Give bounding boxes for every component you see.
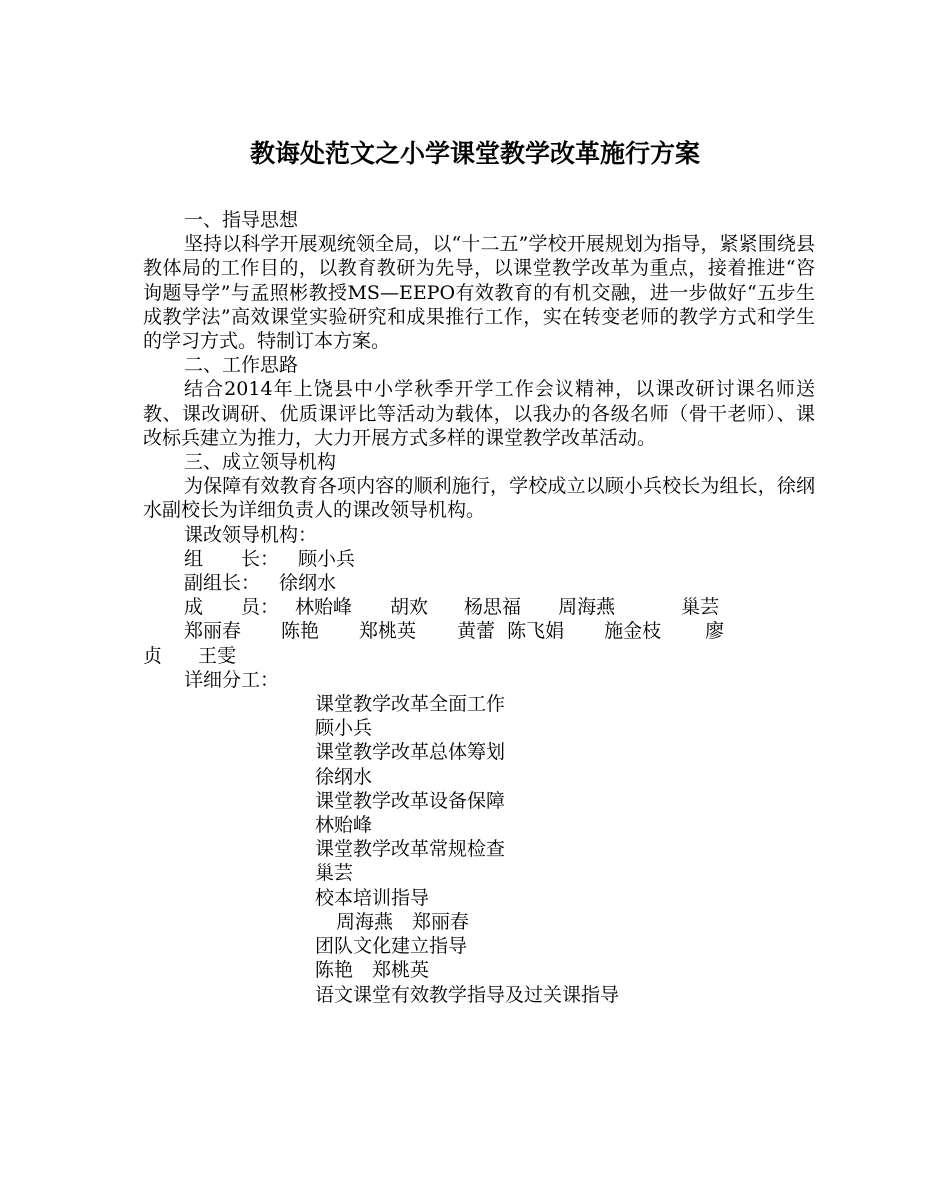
section-heading-leadership: 三、成立领导机构 (184, 451, 337, 474)
duty-people: 周海燕 郑丽春 (336, 910, 470, 933)
section-heading-guiding-thought: 一、指导思想 (184, 209, 299, 231)
member-name: 王雯 (198, 644, 237, 667)
member-name: 郑桃英 (359, 620, 417, 643)
member-name: 郑丽春 (184, 620, 242, 643)
member-name: 林贻峰 (295, 596, 353, 619)
document-title: 教诲处范文之小学课堂教学改革施行方案 (249, 139, 700, 168)
member-name: 陈飞娟 (507, 620, 565, 643)
duty-people: 顾小兵 (315, 717, 373, 740)
deputy-label: 副组长： (184, 572, 261, 595)
member-name: 陈艳 (281, 620, 320, 643)
duty-task: 课堂教学改革设备保障 (315, 789, 506, 812)
duty-task: 团队文化建立指导 (315, 935, 468, 958)
duty-people: 陈艳 郑桃英 (315, 959, 430, 982)
leader-row (143, 547, 815, 571)
member-name: 杨思福 (464, 596, 522, 619)
duty-task: 校本培训指导 (315, 886, 430, 909)
members-row-1 (143, 595, 815, 619)
leader-name: 顾小兵 (298, 547, 356, 570)
duty-task: 课堂教学改革常规检查 (315, 838, 506, 861)
member-name: 施金枝 (604, 620, 662, 643)
duty-people: 巢芸 (315, 862, 354, 885)
member-name: 黄蕾 (457, 620, 496, 643)
leadership-paragraph: 为保障有效教育各项内容的顺利施行，学校成立以顾小兵校长为组长，徐纲水副校长为详细负责人的课改领导机构。 (143, 475, 815, 522)
member-name: 胡欢 (390, 596, 429, 619)
leader-label: 组 长： (184, 547, 280, 570)
document-body (143, 208, 815, 1007)
members-row-3 (143, 644, 815, 668)
deputy-row (143, 571, 815, 595)
org-label: 课改领导机构： (184, 523, 318, 546)
guiding-thought-paragraph: 坚持以科学开展观统领全局，以“十二五”学校开展规划为指导，紧紧围绕县教体局的工作目的，以教育教研为先导，以课堂教学改革为重点，接着推进“咨询题导学”与孟照彬教授MS—EEPO有效教育的有机交融，进一步做好“五步生成教学法”高效课堂实验研究和成果推行工作，实在转变老师的教学方式和学生的学习方式。特制订本方案。 (143, 233, 815, 353)
deputy-name: 徐纲水 (279, 572, 337, 595)
member-name: 巢芸 (681, 596, 720, 619)
duty-task: 课堂教学改革总体筹划 (315, 741, 506, 764)
duty-task: 语文课堂有效教学指导及过关课指导 (315, 983, 620, 1006)
duty-people: 林贻峰 (315, 814, 373, 837)
member-name: 周海燕 (558, 596, 616, 619)
members-label: 成 员： (184, 596, 280, 619)
section-heading-work-approach: 二、工作思路 (184, 354, 299, 377)
work-approach-paragraph: 结合2014年上饶县中小学秋季开学工作会议精神，以课改研讨课名师送教、课改调研、优质课评比等活动为载体，以我办的各级名师（骨干老师）、课改标兵建立为推力，大力开展方式多样的课堂教学改革活动。 (143, 378, 815, 449)
duty-task: 课堂教学改革全面工作 (315, 693, 506, 716)
duty-people: 徐纲水 (315, 765, 373, 788)
members-row-2 (143, 619, 815, 643)
member-name: 廖 (705, 620, 725, 643)
duty-label: 详细分工： (184, 668, 280, 691)
member-name: 贞 (143, 644, 163, 667)
